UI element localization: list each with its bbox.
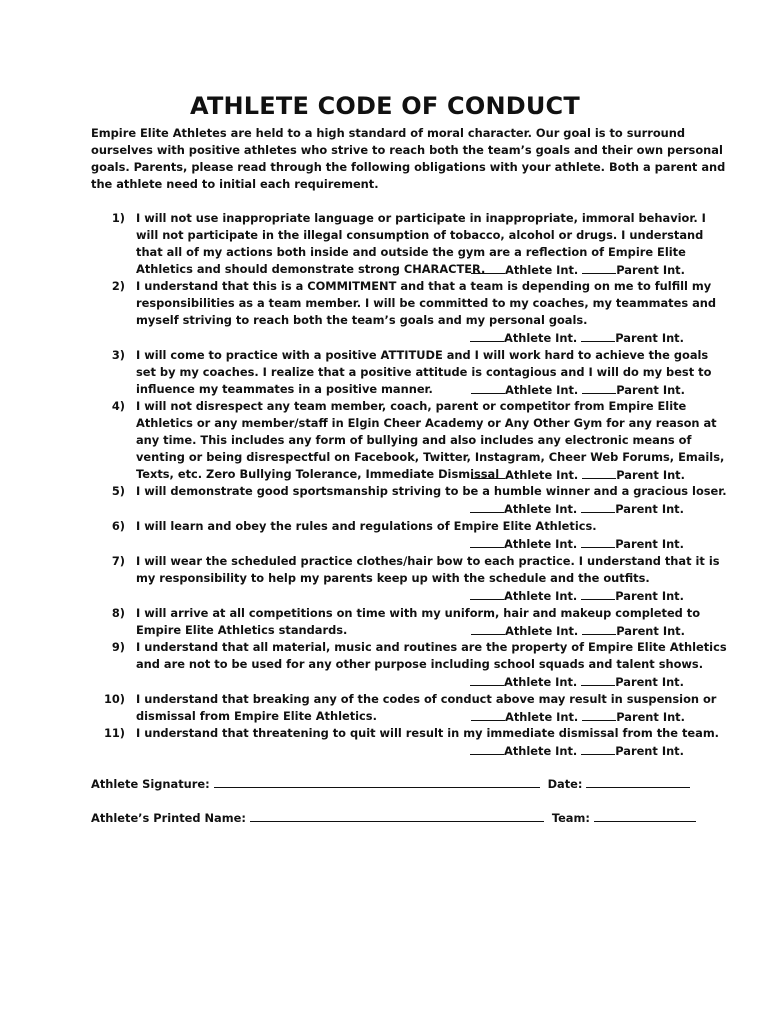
parent-initial-label: Parent Int.	[616, 710, 685, 724]
item-number: 10)	[103, 692, 125, 706]
initials-group	[136, 329, 686, 347]
item-number: 2)	[111, 279, 125, 293]
item-line: I will come to practice with a positive ATTITUDE and I will work hard to achieve the goals	[136, 348, 709, 362]
item-number: 11)	[103, 726, 125, 740]
initials-group	[471, 261, 685, 279]
item-line-text: influence my teammates in a positive manner.	[136, 382, 433, 396]
item-line: any time. This includes any form of bullying and also includes any electronic means of	[136, 433, 692, 447]
requirement-item	[0, 639, 770, 691]
item-line: I understand that threatening to quit will result in my immediate dismissal from the team.	[136, 726, 720, 740]
item-number: 5)	[111, 484, 125, 498]
parent-initial-label: Parent Int.	[616, 263, 685, 277]
item-line: myself striving to reach both the team’s goals and my personal goals.	[136, 313, 588, 327]
athlete-signature-row	[91, 775, 681, 791]
item-line: I understand that breaking any of the codes of conduct above may result in suspension or	[136, 692, 717, 706]
requirement-item	[0, 398, 770, 483]
item-number: 8)	[111, 606, 125, 620]
athlete-initial-blank[interactable]	[471, 466, 505, 479]
item-line: I will not use inappropriate language or participate in inappropriate, immoral behavior. I	[136, 211, 706, 225]
initials-group	[136, 673, 686, 691]
athlete-initial-label: Athlete Int.	[505, 383, 579, 397]
intro-paragraph	[91, 125, 726, 193]
parent-initial-label: Parent Int.	[615, 502, 684, 516]
requirement-item	[0, 605, 770, 639]
parent-initial-label: Parent Int.	[615, 744, 684, 758]
intro-line: ourselves with positive athletes who strive to reach both the team’s goals and their own personal	[91, 143, 723, 157]
intro-line: goals. Parents, please read through the following obligations with your athlete. Both a parent and	[91, 160, 726, 174]
parent-initial-blank[interactable]	[581, 535, 615, 548]
parent-initial-blank[interactable]	[582, 381, 616, 394]
requirement-item	[0, 691, 770, 725]
item-line: I will wear the scheduled practice clothes/hair bow to each practice. I understand that it is	[136, 554, 720, 568]
parent-initial-blank[interactable]	[582, 622, 616, 635]
athlete-initial-label: Athlete Int.	[505, 624, 579, 638]
date-label: Date:	[547, 777, 583, 791]
athlete-initial-label: Athlete Int.	[504, 744, 578, 758]
item-last-line	[136, 708, 686, 725]
parent-initial-blank[interactable]	[581, 742, 615, 755]
item-line: venting or being disrespectful on Facebook, Twitter, Instagram, Cheer Web Forums, Emails,	[136, 450, 725, 464]
item-line: I will not disrespect any team member, coach, parent or competitor from Empire Elite	[136, 399, 687, 413]
item-line: that all of my actions both inside and outside the gym are a reflection of Empire Elite	[136, 245, 686, 259]
athlete-initial-blank[interactable]	[470, 535, 504, 548]
item-line: set by my coaches. I realize that a positive attitude is contagious and I will do my best to	[136, 365, 712, 379]
athlete-signature-field[interactable]	[214, 775, 540, 788]
initials-group	[136, 535, 686, 553]
athlete-initial-label: Athlete Int.	[505, 468, 579, 482]
initials-group	[471, 708, 685, 726]
printed-name-label: Athlete’s Printed Name:	[91, 811, 246, 825]
item-line-text: dismissal from Empire Elite Athletics.	[136, 709, 377, 723]
athlete-initial-blank[interactable]	[471, 381, 505, 394]
athlete-initial-blank[interactable]	[471, 622, 505, 635]
parent-initial-label: Parent Int.	[616, 383, 685, 397]
initials-group	[136, 500, 686, 518]
intro-line: Empire Elite Athletes are held to a high standard of moral character. Our goal is to surround	[91, 126, 686, 140]
requirement-item	[0, 210, 770, 278]
parent-initial-blank[interactable]	[581, 329, 615, 342]
item-line: I will learn and obey the rules and regulations of Empire Elite Athletics.	[136, 519, 597, 533]
athlete-initial-label: Athlete Int.	[504, 537, 578, 551]
parent-initial-blank[interactable]	[581, 587, 615, 600]
athlete-initial-label: Athlete Int.	[505, 710, 579, 724]
item-line: and are not to be used for any other purpose including school squads and talent shows.	[136, 657, 704, 671]
item-line: I understand that all material, music and routines are the property of Empire Elite Athletics	[136, 640, 727, 654]
item-last-line	[136, 261, 686, 278]
athlete-initial-blank[interactable]	[470, 587, 504, 600]
requirement-item	[0, 347, 770, 398]
athlete-initial-label: Athlete Int.	[504, 675, 578, 689]
parent-initial-blank[interactable]	[581, 500, 615, 513]
item-number: 9)	[111, 640, 125, 654]
item-line-text: Athletics and should demonstrate strong CHARACTER.	[136, 262, 486, 276]
athlete-initial-label: Athlete Int.	[504, 589, 578, 603]
initials-group	[471, 622, 685, 640]
item-line: will not participate in the illegal consumption of tobacco, alcohol or drugs. I understand	[136, 228, 704, 242]
athlete-initial-blank[interactable]	[470, 329, 504, 342]
item-number: 1)	[111, 211, 125, 225]
initials-group	[471, 466, 685, 484]
parent-initial-label: Parent Int.	[615, 675, 684, 689]
item-last-line	[136, 622, 686, 639]
parent-initial-blank[interactable]	[581, 673, 615, 686]
item-line-text: Texts, etc. Zero Bullying Tolerance, Immediate Dismissal	[136, 467, 500, 481]
item-number: 7)	[111, 554, 125, 568]
requirement-item	[0, 553, 770, 605]
item-line: I will demonstrate good sportsmanship striving to be a humble winner and a gracious loser.	[136, 484, 727, 498]
parent-initial-label: Parent Int.	[615, 537, 684, 551]
athlete-initial-label: Athlete Int.	[505, 263, 579, 277]
item-last-line	[136, 466, 686, 483]
item-last-line	[136, 381, 686, 398]
athlete-signature-label: Athlete Signature:	[91, 777, 210, 791]
parent-initial-blank[interactable]	[582, 466, 616, 479]
item-line: I will arrive at all competitions on time with my uniform, hair and makeup completed to	[136, 606, 701, 620]
parent-initial-label: Parent Int.	[615, 331, 684, 345]
requirements-list	[0, 210, 770, 760]
athlete-initial-blank[interactable]	[471, 261, 505, 274]
printed-name-row	[91, 809, 681, 825]
page-title: ATHLETE CODE OF CONDUCT	[190, 92, 580, 120]
parent-initial-label: Parent Int.	[616, 468, 685, 482]
item-line: my responsibility to help my parents keep up with the schedule and the outfits.	[136, 571, 650, 585]
initials-group	[471, 381, 685, 399]
item-number: 6)	[111, 519, 125, 533]
athlete-initial-blank[interactable]	[470, 742, 504, 755]
item-line: responsibilities as a team member. I will be committed to my coaches, my teammates and	[136, 296, 717, 310]
requirement-item	[0, 725, 770, 760]
parent-initial-blank[interactable]	[582, 708, 616, 721]
athlete-initial-label: Athlete Int.	[504, 502, 578, 516]
initials-group	[136, 742, 686, 760]
requirement-item	[0, 483, 770, 518]
athlete-initial-blank[interactable]	[470, 500, 504, 513]
item-line: Athletics or any member/staff in Elgin Cheer Academy or Any Other Gym for any reason at	[136, 416, 717, 430]
parent-initial-label: Parent Int.	[615, 589, 684, 603]
requirement-item	[0, 518, 770, 553]
team-field[interactable]	[594, 809, 696, 822]
initials-group	[136, 587, 686, 605]
item-line-text: Empire Elite Athletics standards.	[136, 623, 348, 637]
item-number: 3)	[111, 348, 125, 362]
date-field[interactable]	[586, 775, 690, 788]
printed-name-field[interactable]	[250, 809, 544, 822]
athlete-initial-label: Athlete Int.	[504, 331, 578, 345]
parent-initial-blank[interactable]	[582, 261, 616, 274]
requirement-item	[0, 278, 770, 347]
parent-initial-label: Parent Int.	[616, 624, 685, 638]
intro-line: the athlete need to initial each requirement.	[91, 177, 379, 191]
athlete-initial-blank[interactable]	[470, 673, 504, 686]
athlete-initial-blank[interactable]	[471, 708, 505, 721]
team-label: Team:	[551, 811, 590, 825]
item-number: 4)	[111, 399, 125, 413]
item-line: I understand that this is a COMMITMENT and that a team is depending on me to fulfill my	[136, 279, 712, 293]
